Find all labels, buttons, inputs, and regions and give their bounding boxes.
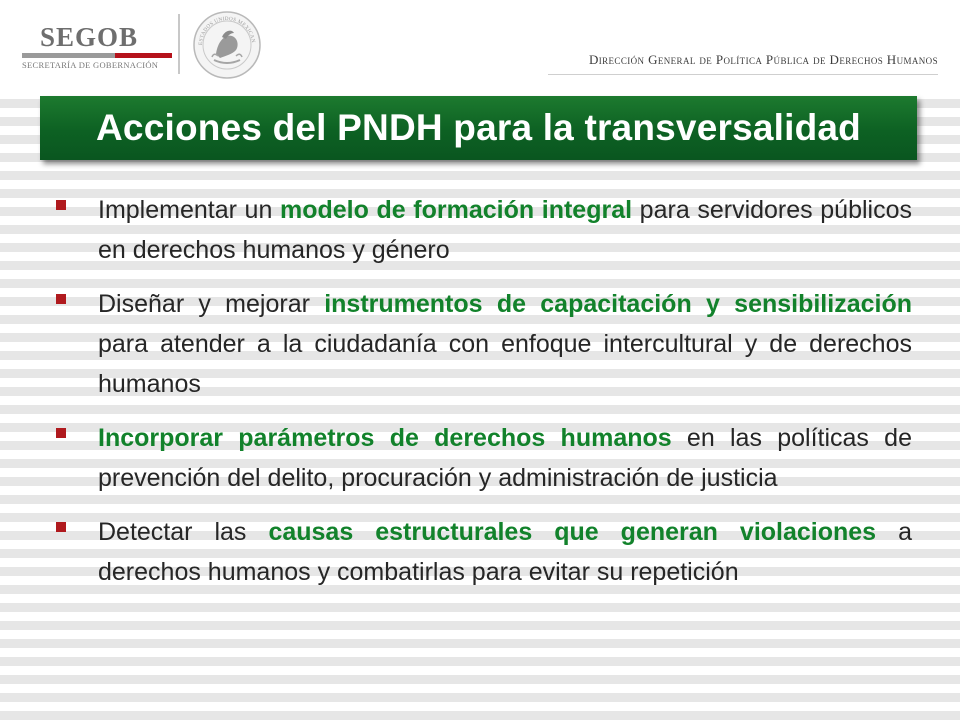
list-item [56,190,912,270]
segob-wordmark: SEGOB [40,22,139,52]
item-text-highlight: modelo de formación integral [279,196,633,224]
item-text-highlight: causas estructurales que generan violaciones [268,518,877,546]
list-item [56,418,912,498]
department-underline [548,74,938,75]
header [0,0,960,90]
bullet-list [56,190,912,606]
header-divider [178,14,180,74]
segob-subtitle: SECRETARÍA DE GOBERNACIÓN [22,60,159,70]
svg-text:ESTADOS UNIDOS MEXICANOS: ESTADOS UNIDOS MEXICAN [197,15,256,46]
list-item-text [98,190,912,270]
item-text-post: a derechos humanos y combatirlas para evitar su repetición [98,518,912,586]
item-text-pre: Diseñar y mejorar [98,290,325,318]
segob-logo [20,20,170,70]
list-item-text [98,512,912,592]
item-text-post: en las políticas de prevención del delito, procuración y administración de justicia [98,424,912,492]
item-text-highlight: instrumentos de capacitación y sensibilización [324,290,912,318]
square-bullet-icon [56,200,66,210]
title-banner [40,96,917,160]
item-text-pre: Implementar un [98,196,280,224]
item-text-pre: Detectar las [98,518,269,546]
item-text-post: para atender a la ciudadanía con enfoque intercultural y de derechos humanos [98,330,912,398]
department-name: Dirección General de Política Pública de Derechos Humanos [588,52,938,67]
list-item-text [98,418,912,498]
item-text-post: para servidores públicos en derechos humanos y género [98,196,912,264]
item-text-highlight: Incorporar parámetros de derechos humanos [98,424,672,452]
slide-title: Acciones del PNDH para la transversalidad [96,107,861,148]
mexico-seal-icon [192,10,262,80]
segob-logo-bar [22,53,172,58]
square-bullet-icon [56,522,66,532]
list-item [56,284,912,404]
list-item-text [98,284,912,404]
square-bullet-icon [56,428,66,438]
square-bullet-icon [56,294,66,304]
list-item [56,512,912,592]
